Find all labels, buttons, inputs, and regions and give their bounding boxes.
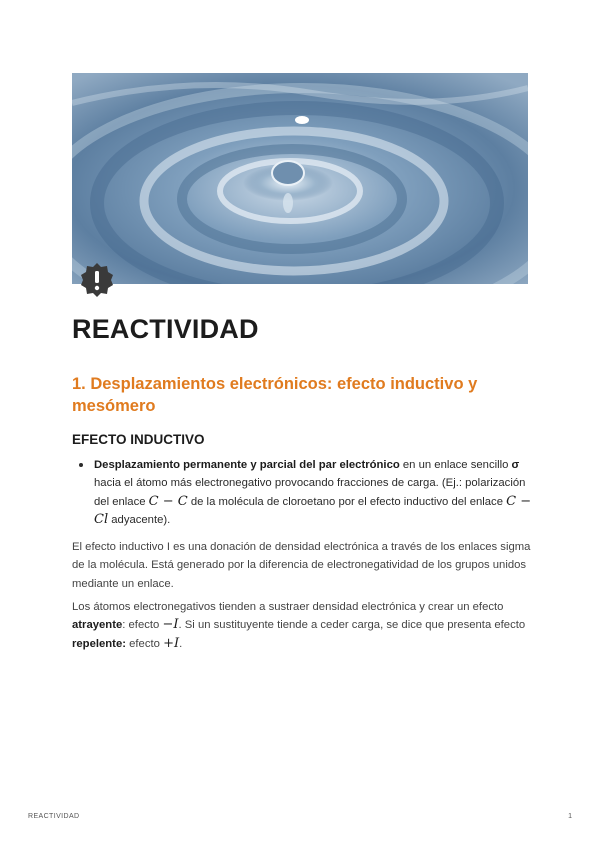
- subheading: EFECTO INDUCTIVO: [72, 432, 205, 447]
- paragraph-text: . Si un sustituyente tiende a ceder carga, se dice que presenta efecto: [178, 619, 526, 632]
- section-heading: 1. Desplazamientos electrónicos: efecto inductivo y mesómero: [72, 375, 478, 415]
- document-title: REACTIVIDAD: [72, 314, 259, 344]
- bullet-text: de la molécula de cloroetano por el efecto inductivo del enlace: [187, 495, 507, 508]
- sigma-symbol: σ: [511, 459, 520, 471]
- bullet-bold-text: Desplazamiento permanente y parcial del par electrónico: [94, 459, 400, 471]
- paragraph-text: .: [179, 637, 183, 650]
- bullet-list: [94, 456, 534, 529]
- paragraph-inductive-definition: El efecto inductivo I es una donación de densidad electrónica a través de los enlaces sigma de la molécula. Está generado por la diferencia de electronegatividad de los grupos unidos mediante un enlace.: [72, 541, 531, 590]
- bullet-dot: [79, 463, 83, 467]
- bullet-text: adyacente).: [108, 513, 171, 526]
- page-number: 1: [568, 813, 572, 820]
- hero-water-drop-image: [72, 73, 528, 284]
- paragraph-effect-types: [72, 598, 532, 653]
- water-drop-icon: [72, 73, 528, 284]
- list-item: [94, 456, 534, 529]
- math-minus-i: −I: [162, 617, 179, 633]
- bold-repelente: repelente:: [72, 637, 126, 650]
- paragraph-text: efecto: [126, 637, 164, 650]
- math-c-cl: C − Cl: [94, 493, 532, 527]
- bullet-text: en un enlace sencillo: [399, 459, 512, 471]
- footer-title: REACTIVIDAD: [28, 813, 80, 820]
- alert-badge-icon: [79, 262, 115, 298]
- paragraph-text: Los átomos electronegativos tienden a sustraer densidad electrónica y crear un efecto: [72, 601, 504, 613]
- bold-atrayente: atrayente: [72, 619, 123, 632]
- math-c-c: C − C: [148, 493, 188, 509]
- paragraph-text: : efecto: [122, 619, 163, 632]
- bullet-text: hacia el átomo más electronegativo provocando fracciones de carga. (Ej.: polarización del enlace: [94, 477, 526, 508]
- math-plus-i: +I: [163, 635, 180, 651]
